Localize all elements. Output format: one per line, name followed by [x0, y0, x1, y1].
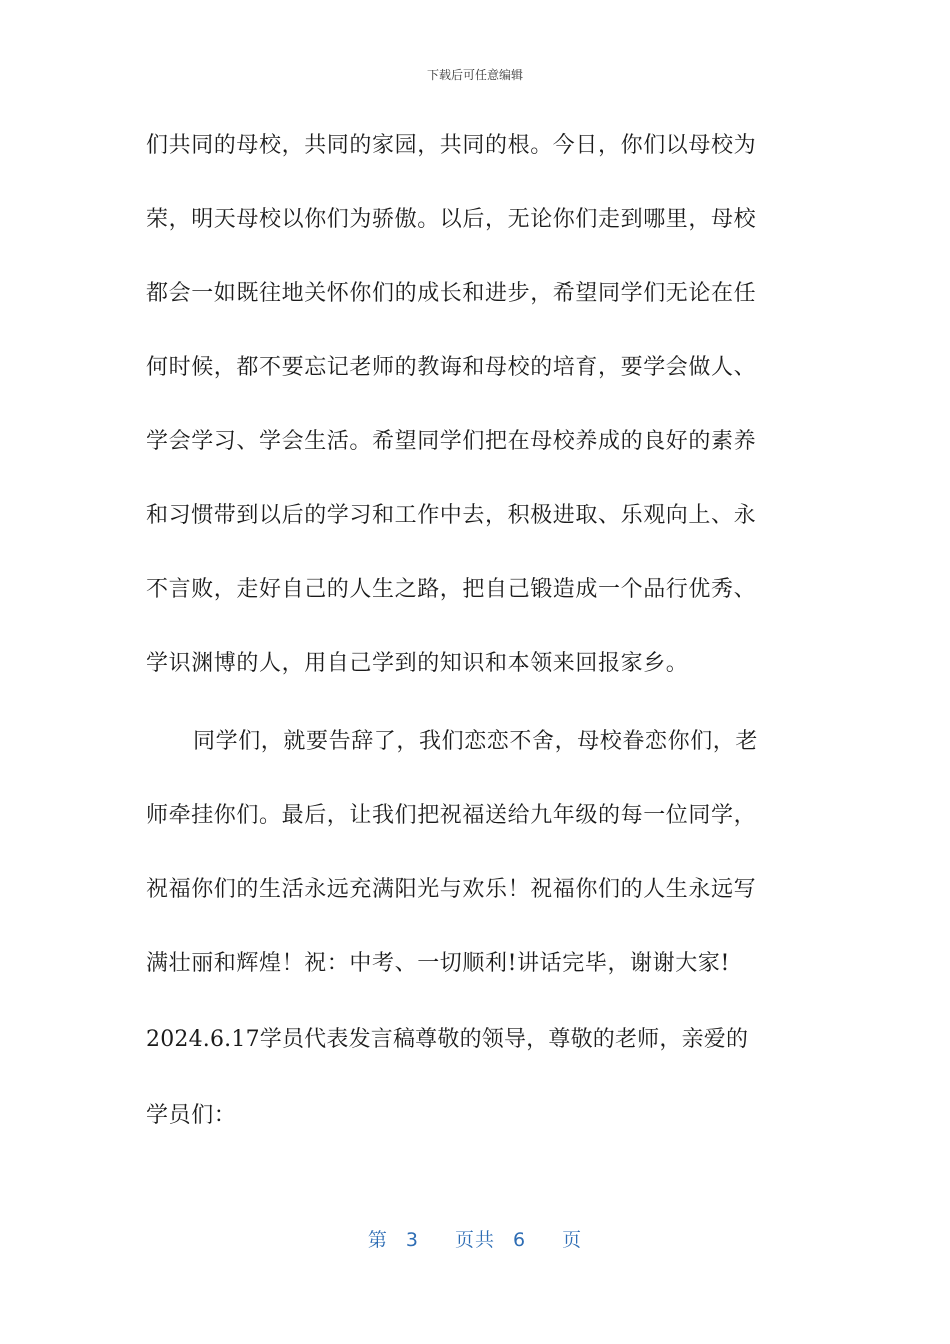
text-line: 和习惯带到以后的学习和工作中去，积极进取、乐观向上、永	[146, 503, 757, 528]
page-footer	[0, 1225, 950, 1252]
current-page-number: 3	[405, 1229, 419, 1251]
text-line: 不言败，走好自己的人生之路，把自己锻造成一个品行优秀、	[146, 577, 757, 602]
text-line: 2024.6.17学员代表发言稿尊敬的领导，尊敬的老师，亲爱的	[146, 1027, 749, 1052]
page-label-mid: 页共	[454, 1229, 495, 1251]
page-label-prefix: 第	[367, 1229, 388, 1251]
text-line: 都会一如既往地关怀你们的成长和进步，希望同学们无论在任	[146, 281, 757, 306]
total-pages-number: 6	[513, 1229, 527, 1251]
page-label-suffix: 页	[562, 1229, 583, 1251]
text-line: 学员们：	[146, 1103, 237, 1128]
text-line: 学识渊博的人，用自己学到的知识和本领来回报家乡。	[146, 651, 689, 676]
text-line: 师牵挂你们。最后，让我们把祝福送给九年级的每一位同学，	[146, 803, 757, 828]
text-line: 祝福你们的生活永远充满阳光与欢乐！祝福你们的人生永远写	[146, 877, 757, 902]
text-line: 荣，明天母校以你们为骄傲。以后，无论你们走到哪里，母校	[146, 207, 757, 232]
text-line: 何时候，都不要忘记老师的教诲和母校的培育，要学会做人、	[146, 355, 757, 380]
paragraph-start-line: 同学们，就要告辞了，我们恋恋不舍，母校眷恋你们，老	[193, 729, 759, 754]
text-line: 满壮丽和辉煌！祝：中考、一切顺利!讲话完毕，谢谢大家!	[146, 951, 730, 976]
header-note: 下载后可任意编辑	[426, 68, 523, 82]
text-line: 学会学习、学会生活。希望同学们把在母校养成的良好的素养	[146, 429, 757, 454]
text-line: 们共同的母校，共同的家园，共同的根。今日，你们以母校为	[146, 133, 757, 158]
